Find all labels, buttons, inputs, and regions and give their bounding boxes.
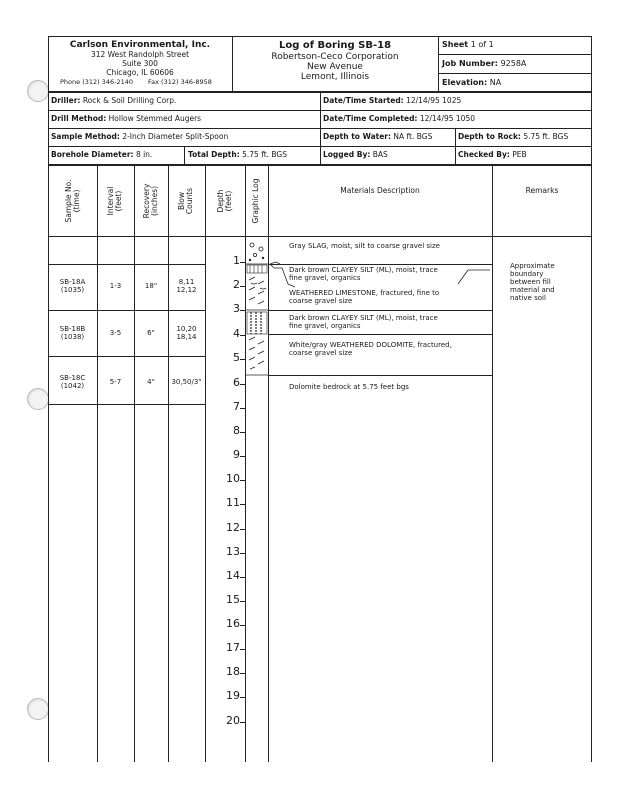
date-completed-field: Date/Time Completed: 12/14/95 1050 [323, 114, 475, 123]
company-fax: Fax (312) 346-8958 [148, 78, 212, 86]
material-line: White/gray WEATHERED DOLOMITE, fractured, [289, 341, 452, 349]
col-header-blow-counts: Blow Counts [177, 187, 194, 215]
col-header-depth: Depth (feet) [216, 189, 233, 213]
depth-label: 14 [226, 569, 240, 582]
col-header-sample-no: Sample No. (time) [64, 179, 81, 223]
clayey-silt-pattern-icon [247, 312, 267, 334]
elevation-field: Elevation: NA [442, 78, 502, 87]
log-title: Log of Boring SB-18 [278, 40, 392, 51]
company-city: Chicago, IL 60606 [106, 68, 174, 77]
col-header-materials: Materials Description [340, 186, 420, 195]
col-header-interval: Interval (feet) [106, 186, 123, 216]
remark-line: native soil [510, 294, 546, 302]
remark-line: between fill [510, 278, 551, 286]
depth-label: 2 [233, 278, 240, 291]
log-table [48, 165, 592, 762]
depth-label: 5 [233, 351, 240, 364]
sample-blow-2: 12,12 [176, 286, 197, 294]
sample-recovery: 18" [144, 282, 158, 290]
col-header-remarks: Remarks [525, 186, 559, 195]
remark-line: boundary [510, 270, 544, 278]
client-name: Robertson-Ceco Corporation [271, 52, 399, 62]
site-street: New Avenue [307, 62, 363, 72]
binder-hole-middle [27, 388, 49, 410]
leader-lines [268, 260, 498, 300]
depth-label: 12 [226, 521, 240, 534]
company-phone: Phone (312) 346-2140 [60, 78, 134, 86]
sample-interval: 3-5 [109, 329, 122, 337]
sample-time: (1042) [60, 382, 85, 390]
sample-time: (1038) [60, 333, 85, 341]
sample-blow-2: 18,14 [176, 333, 197, 341]
sample-interval: 1-3 [109, 282, 122, 290]
depth-label: 10 [226, 472, 240, 485]
total-depth-field: Total Depth: 5.75 ft. BGS [188, 150, 287, 159]
depth-label: 9 [233, 448, 240, 461]
sample-time: (1035) [60, 286, 85, 294]
depth-label: 19 [226, 689, 240, 702]
slag-pattern-icon [249, 243, 264, 261]
depth-label: 11 [226, 496, 240, 509]
depth-label: 1 [233, 254, 240, 267]
checked-by-field: Checked By: PEB [458, 150, 527, 159]
driller-field: Driller: Rock & Soil Drilling Corp. [51, 96, 177, 105]
depth-water-field: Depth to Water: NA ft. BGS [323, 132, 433, 141]
date-started-field: Date/Time Started: 12/14/95 1025 [323, 96, 462, 105]
sample-blow-1: 30,50/3" [171, 378, 202, 386]
material-line: Dolomite bedrock at 5.75 feet bgs [289, 383, 409, 391]
graphic-log [246, 236, 268, 386]
site-city: Lemont, Illinois [300, 72, 370, 82]
logged-by-field: Logged By: BAS [323, 150, 388, 159]
material-line: coarse gravel size [289, 297, 353, 305]
company-suite: Suite 300 [122, 59, 158, 68]
depth-label: 7 [233, 400, 240, 413]
sheet-field: Sheet 1 of 1 [442, 40, 494, 49]
sample-blow-1: 10,20 [176, 325, 197, 333]
depth-label: 18 [226, 665, 240, 678]
dolomite-pattern-icon [249, 337, 264, 369]
binder-hole-top [27, 80, 49, 102]
depth-label: 13 [226, 545, 240, 558]
depth-label: 6 [233, 376, 240, 389]
depth-label: 17 [226, 641, 240, 654]
job-number-field: Job Number: 9258A [442, 59, 527, 68]
material-line: Dark brown CLAYEY SILT (ML), moist, trace [289, 266, 438, 274]
sample-recovery: 6" [147, 329, 155, 337]
company-street: 312 West Randolph Street [90, 50, 190, 59]
depth-label: 8 [233, 424, 240, 437]
depth-label: 20 [226, 714, 240, 727]
material-line: Gray SLAG, moist, silt to coarse gravel size [289, 242, 440, 250]
sample-id: SB-18B [59, 325, 86, 333]
company-name: Carlson Environmental, Inc. [69, 40, 211, 50]
remark-line: Approximate [510, 262, 555, 270]
remark-line: material and [510, 286, 555, 294]
material-line: Dark brown CLAYEY SILT (ML), moist, trace [289, 314, 438, 322]
sample-interval: 5-7 [109, 378, 122, 386]
material-line: WEATHERED LIMESTONE, fractured, fine to [289, 289, 440, 297]
sample-blow-1: 8,11 [178, 278, 195, 286]
sample-recovery: 4" [147, 378, 155, 386]
material-line: fine gravel, organics [289, 274, 361, 282]
binder-hole-bottom [27, 698, 49, 720]
limestone-pattern-icon [249, 277, 266, 304]
depth-rock-field: Depth to Rock: 5.75 ft. BGS [458, 132, 569, 141]
col-header-recovery: Recovery (inches) [142, 183, 159, 219]
borehole-diameter-field: Borehole Diameter: 8 in. [51, 150, 153, 159]
material-line: coarse gravel size [289, 349, 353, 357]
depth-label: 16 [226, 617, 240, 630]
depth-label: 3 [233, 302, 240, 315]
depth-label: 15 [226, 593, 240, 606]
drill-method-field: Drill Method: Hollow Stemmed Augers [51, 114, 202, 123]
depth-label: 4 [233, 327, 240, 340]
sample-id: SB-18C [59, 374, 86, 382]
material-line: fine gravel, organics [289, 322, 361, 330]
silt-pattern-icon [247, 265, 267, 273]
col-header-graphic-log: Graphic Log [251, 178, 260, 224]
sample-method-field: Sample Method: 2-Inch Diameter Split-Spoon [51, 132, 229, 141]
sample-id: SB-18A [59, 278, 86, 286]
